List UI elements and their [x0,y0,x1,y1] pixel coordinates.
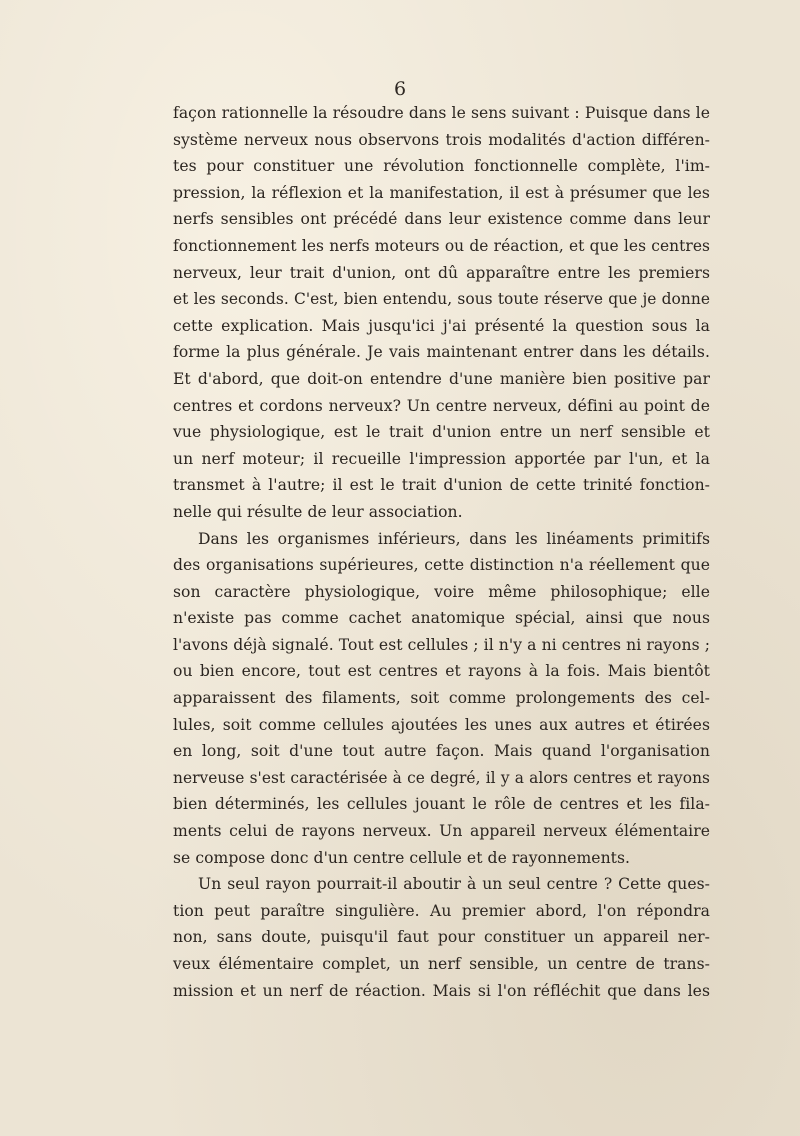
text-line: tion peut paraître singulière. Au premier abord, l'on répondra [173,901,710,920]
text-line: et les seconds. C'est, bien entendu, sous toute réserve que je donne [173,290,710,309]
text-line: veux élémentaire complet, un nerf sensible, un centre de trans- [173,955,710,973]
text-line: nerveux, leur trait d'union, ont dû apparaître entre les premiers [173,263,710,282]
text-line: pression, la réflexion et la manifestation, il est à présumer que les [173,183,710,202]
text-line: Un seul rayon pourrait-il aboutir à un seul centre ? Cette ques- [198,875,710,894]
text-line: Et d'abord, que doit-on entendre d'une manière bien positive par [173,369,710,388]
text-line: fonctionnement les nerfs moteurs ou de réaction, et que les centres [173,236,710,255]
text-line: nerfs sensibles ont précédé dans leur existence comme dans leur [173,210,710,229]
text-line: forme la plus générale. Je vais maintenant entrer dans les détails. [173,343,710,362]
text-line: bien déterminés, les cellules jouant le rôle de centres et les fila- [173,795,710,814]
text-line: ou bien encore, tout est centres et rayons à la fois. Mais bientôt [173,662,710,681]
text-line: système nerveux nous observons trois modalités d'action différen- [173,130,710,149]
text-line: nelle qui résulte de leur association. [173,502,463,521]
text-line: centres et cordons nerveux? Un centre nerveux, défini au point de [173,396,710,415]
text-line: n'existe pas comme cachet anatomique spécial, ainsi que nous [173,609,710,628]
paragraph [173,100,710,526]
text-line: un nerf moteur; il recueille l'impression apportée par l'un, et la [173,449,710,468]
text-line: des organisations supérieures, cette distinction n'a réellement que [173,556,710,575]
text-line: apparaissent des filaments, soit comme prolongements des cel- [173,689,710,708]
text-line: l'avons déjà signalé. Tout est cellules ; il n'y a ni centres ni rayons ; [173,635,710,654]
text-line: Dans les organismes inférieurs, dans les linéaments primitifs [198,529,710,548]
text-line: non, sans doute, puisqu'il faut pour constituer un appareil ner- [173,928,710,947]
text-line: tes pour constituer une révolution fonctionnelle complète, l'im- [173,157,710,176]
body-text [173,100,710,1004]
text-line: mission et un nerf de réaction. Mais si l'on réfléchit que dans les [173,981,710,1000]
paragraph [173,526,710,872]
text-line: transmet à l'autre; il est le trait d'union de cette trinité fonction- [173,476,710,495]
page-number: 6 [393,78,407,100]
paragraph [173,871,710,1004]
text-line: façon rationnelle la résoudre dans le sens suivant : Puisque dans le [173,104,710,122]
text-line: en long, soit d'une tout autre façon. Mais quand l'organisation [173,742,710,761]
text-line: vue physiologique, est le trait d'union entre un nerf sensible et [173,423,710,442]
text-line: cette explication. Mais jusqu'ici j'ai présenté la question sous la [173,316,710,335]
text-line: se compose donc d'un centre cellule et de rayonnements. [173,848,631,867]
text-line: nerveuse s'est caractérisée à ce degré, il y a alors centres et rayons [173,768,710,787]
text-line: son caractère physiologique, voire même philosophique; elle [173,582,710,601]
text-line: ments celui de rayons nerveux. Un appareil nerveux élémentaire [173,822,710,841]
text-line: lules, soit comme cellules ajoutées les unes aux autres et étirées [173,715,710,734]
